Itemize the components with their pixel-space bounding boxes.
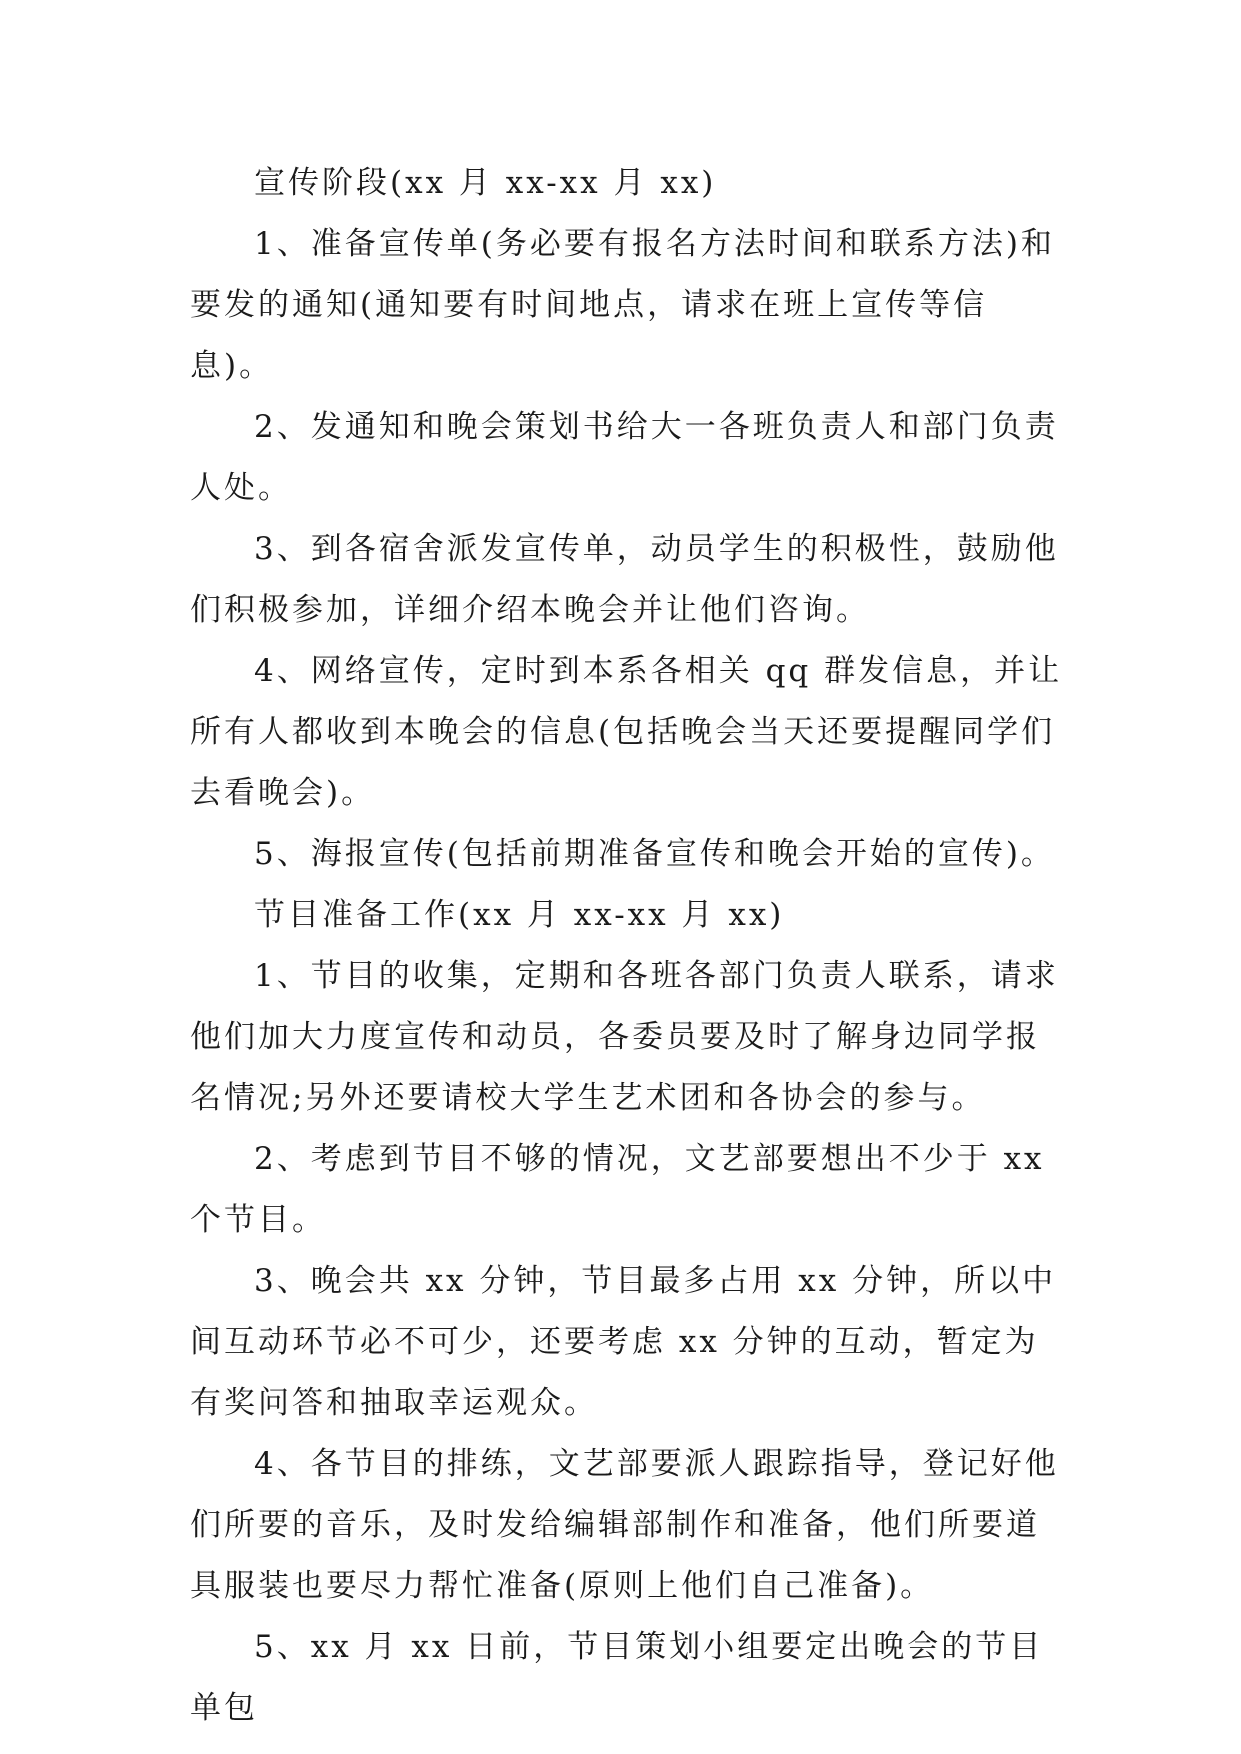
document-body (190, 153, 1070, 1739)
paragraph: 5、xx 月 xx 日前，节目策划小组要定出晚会的节目单包 (190, 1629, 1044, 1726)
paragraph: 4、各节目的排练，文艺部要派人跟踪指导，登记好他们所要的音乐，及时发给编辑部制作和准备，他们所要道具服装也要尽力帮忙准备(原则上他们自己准备)。 (190, 1446, 1059, 1604)
paragraph: 5、海报宣传(包括前期准备宣传和晚会开始的宣传)。 (254, 836, 1055, 872)
section-heading-publicity: 宣传阶段(xx 月 xx-xx 月 xx) (254, 165, 717, 201)
paragraph: 3、晚会共 xx 分钟，节目最多占用 xx 分钟，所以中间互动环节必不可少，还要考虑 xx 分钟的互动，暂定为有奖问答和抽取幸运观众。 (190, 1263, 1057, 1421)
paragraph: 4、网络宣传，定时到本系各相关 qq 群发信息，并让所有人都收到本晚会的信息(包括晚会当天还要提醒同学们去看晚会)。 (190, 653, 1063, 811)
paragraph: 1、节目的收集，定期和各班各部门负责人联系，请求他们加大力度宣传和动员，各委员要及时了解身边同学报名情况;另外还要请校大学生艺术团和各协会的参与。 (190, 958, 1059, 1116)
paragraph: 2、发通知和晚会策划书给大一各班负责人和部门负责人处。 (190, 409, 1059, 506)
paragraph: 3、到各宿舍派发宣传单，动员学生的积极性，鼓励他们积极参加，详细介绍本晚会并让他们咨询。 (190, 531, 1059, 628)
paragraph: 2、考虑到节目不够的情况，文艺部要想出不少于 xx 个节目。 (190, 1141, 1045, 1238)
section-heading-program-prep: 节目准备工作(xx 月 xx-xx 月 xx) (254, 897, 785, 933)
paragraph: 1、准备宣传单(务必要有报名方法时间和联系方法)和要发的通知(通知要有时间地点，请求在班上宣传等信息)。 (190, 226, 1055, 384)
